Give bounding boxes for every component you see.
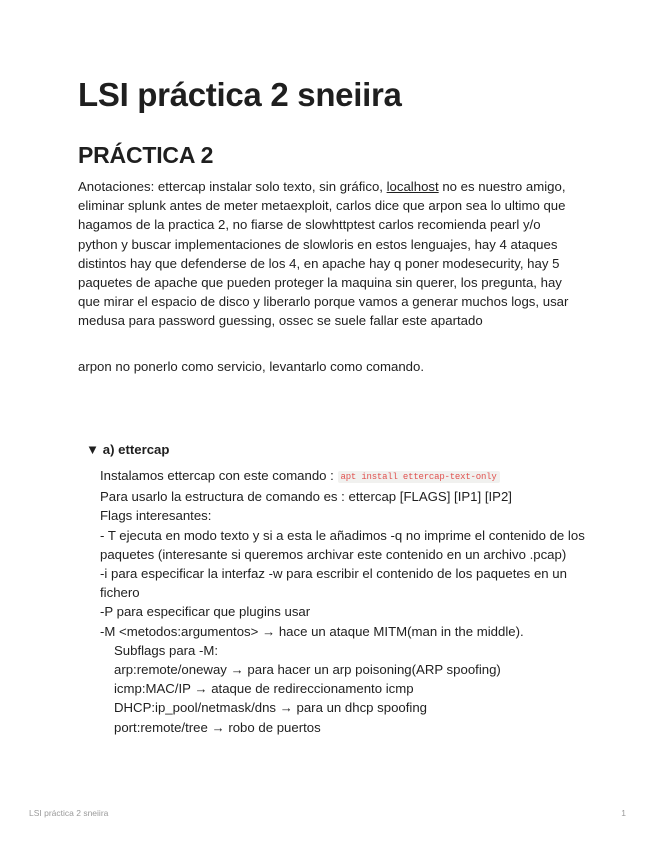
subflag-port: port:remote/tree → robo de puertos: [114, 719, 321, 735]
footer-title: LSI práctica 2 sneiira: [29, 808, 109, 818]
install-line: [100, 466, 585, 487]
page-title: LSI práctica 2 sneiira: [78, 76, 402, 113]
flag-i-line: -i para especificar la interfaz -w para escribir el contenido de los paquetes en un fichero: [100, 566, 567, 601]
notes-text-end: no es nuestro amigo, eliminar splunk antes de meter metaexploit, carlos dice que arpon sea lo ultimo que hagamos de la practica 2, no fiarse de slowhttptest carlos recomienda pearl y/o python y buscar implementaciones de slowloris en estos lenguajes, hay 4 ataques distintos hay que defenderse de los 4, en apache hay q poner modesecurity, hay 5 paquetes de apache que pueden proteger la maquina sin querer, los pregunta, hay que mirar el espacio de disco y liberarlo porque vamos a generar muchos logs, usar medusa para password guessing, ossec se suele fallar este apartado: [78, 179, 569, 329]
subflags-heading: Subflags para -M:: [114, 642, 219, 658]
localhost-link[interactable]: localhost: [386, 179, 439, 194]
flag-t-line: - T ejecuta en modo texto y si a esta le añadimos -q no imprime el contenido de los paquetes (interesante si queremos archivar este contenido en un archivo .pcap): [100, 527, 585, 562]
section-heading: PRÁCTICA 2: [78, 142, 214, 168]
install-text: Instalamos ettercap con este comando :: [100, 468, 338, 483]
ettercap-toggle[interactable]: [86, 442, 169, 457]
subflag-dhcp: DHCP:ip_pool/netmask/dns → para un dhcp spoofing: [114, 700, 428, 716]
flag-m-line: -M <metodos:argumentos> → hace un ataque MITM(man in the middle).: [100, 623, 524, 639]
subflag-icmp: icmp:MAC/IP → ataque de redireccionamento icmp: [114, 681, 414, 697]
usage-line: Para usarlo la estructura de comando es : ettercap [FLAGS] [IP1] [IP2]: [100, 489, 512, 505]
arpon-paragraph: arpon no ponerlo como servicio, levantarlo como comando.: [78, 359, 424, 374]
footer-page-number: 1: [621, 808, 626, 818]
flags-heading: Flags interesantes:: [100, 508, 212, 524]
notes-text-start: Anotaciones: ettercap instalar solo texto, sin gráfico,: [78, 179, 387, 194]
subflag-arp: arp:remote/oneway → para hacer un arp poisoning(ARP spoofing): [114, 662, 501, 678]
toggle-arrow-icon[interactable]: ▼: [86, 442, 100, 457]
ettercap-toggle-content: [100, 466, 585, 737]
toggle-label: a) ettercap: [102, 442, 170, 457]
notes-paragraph: [78, 177, 583, 331]
flag-p-line: -P para especificar que plugins usar: [100, 604, 311, 620]
install-code: apt install ettercap-text-only: [338, 471, 500, 483]
